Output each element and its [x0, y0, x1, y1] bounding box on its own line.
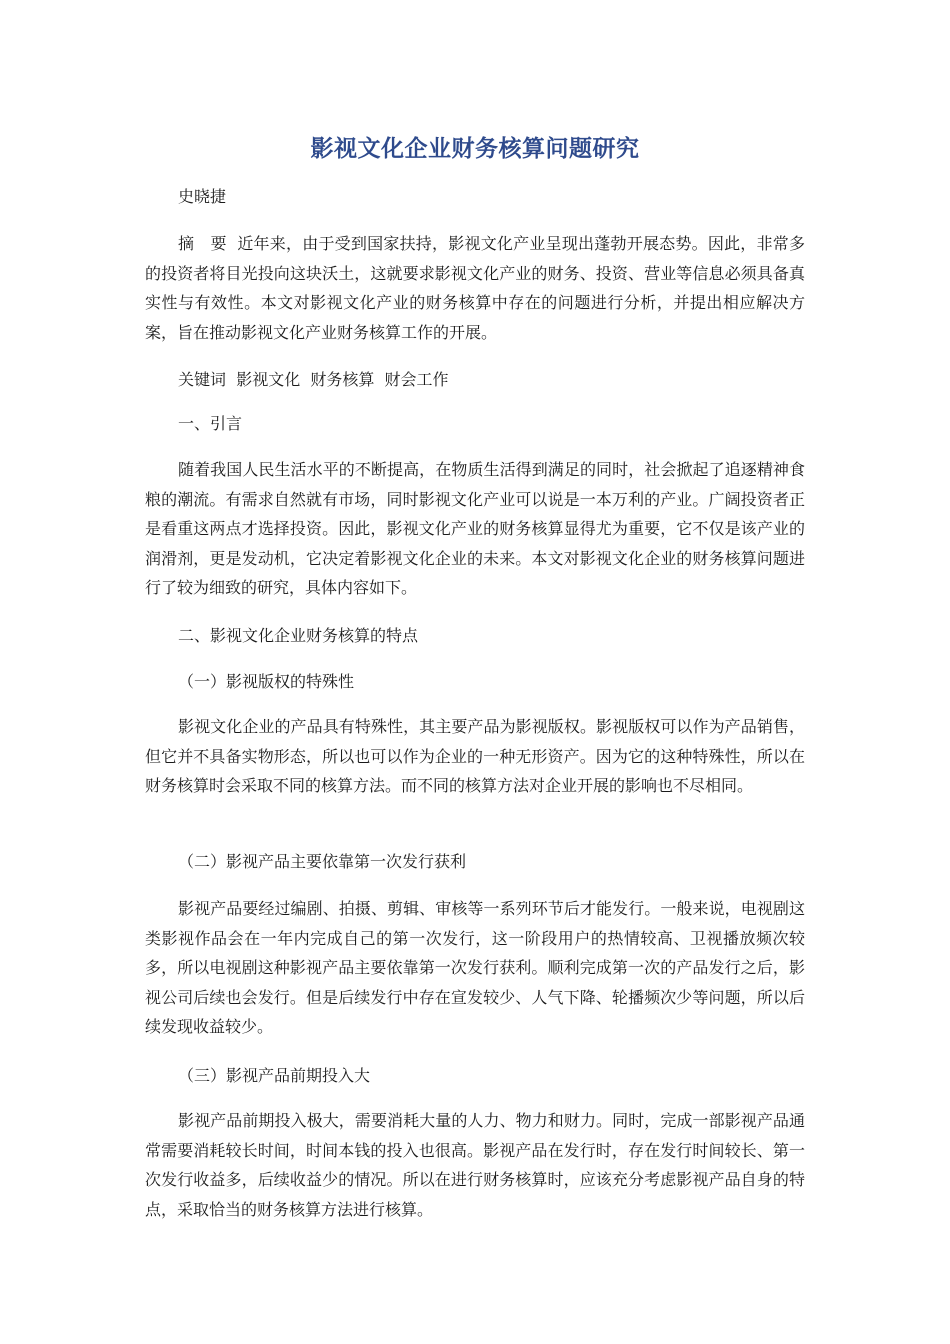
paper-title: 影视文化企业财务核算问题研究 [310, 136, 640, 162]
investment-paragraph: 影视产品前期投入极大，需要消耗大量的人力、物力和财力。同时，完成一部影视产品通常需要消耗较长时间，时间本钱的投入也很高。影视产品在发行时，存在发行时间较长、第一次发行收益多，后续收益少的情况。所以在进行财务核算时，应该充分考虑影视产品自身的特点，采取恰当的财务核算方法进行核算。 [145, 1111, 805, 1219]
keywords-line [145, 364, 838, 396]
section-heading-intro: 一、引言 [178, 414, 243, 433]
subsection-heading-copyright: （一）影视版权的特殊性 [178, 672, 355, 691]
section-heading-features: 二、影视文化企业财务核算的特点 [178, 626, 419, 645]
first-release-paragraph: 影视产品要经过编剧、拍摄、剪辑、审核等一系列环节后才能发行。一般来说，电视剧这类影视作品会在一年内完成自己的第一次发行，这一阶段用户的热情较高、卫视播放频次较多，所以电视剧这种影视产品主要依靠第一次发行获利。顺利完成第一次的产品发行之后，影视公司后续也会发行。但是后续发行中存在宣发较少、人气下降、轮播频次少等问题，所以后续发现收益较少。 [145, 899, 805, 1036]
keywords-text: 影视文化 财务核算 财会工作 [236, 370, 449, 389]
abstract-label: 摘 要 [178, 234, 227, 253]
subsection-heading-investment: （三）影视产品前期投入大 [178, 1066, 371, 1085]
keywords-label: 关键词 [178, 370, 227, 389]
copyright-paragraph: 影视文化企业的产品具有特殊性，其主要产品为影视版权。影视版权可以作为产品销售，但它并不具备实物形态，所以也可以作为企业的一种无形资产。因为它的这种特殊性，所以在财务核算时会采取不同的核算方法。而不同的核算方法对企业开展的影响也不尽相同。 [145, 717, 805, 795]
author-name: 史晓捷 [178, 187, 227, 206]
intro-paragraph: 随着我国人民生活水平的不断提高，在物质生活得到满足的同时，社会掀起了追逐精神食粮的潮流。有需求自然就有市场，同时影视文化产业可以说是一本万利的产业。广阔投资者正是看重这两点才选择投资。因此，影视文化产业的财务核算显得尤为重要，它不仅是该产业的润滑剂，更是发动机，它决定着影视文化企业的未来。本文对影视文化企业的财务核算问题进行了较为细致的研究，具体内容如下。 [145, 460, 805, 597]
abstract-paragraph [145, 229, 805, 347]
subsection-heading-first-release: （二）影视产品主要依靠第一次发行获利 [178, 852, 467, 871]
abstract-text: 近年来，由于受到国家扶持，影视文化产业呈现出蓬勃开展态势。因此，非常多的投资者将目光投向这块沃土，这就要求影视文化产业的财务、投资、营业等信息必须具备真实性与有效性。本文对影视文化产业的财务核算中存在的问题进行分析，并提出相应解决方案，旨在推动影视文化产业财务核算工作的开展。 [145, 234, 805, 342]
